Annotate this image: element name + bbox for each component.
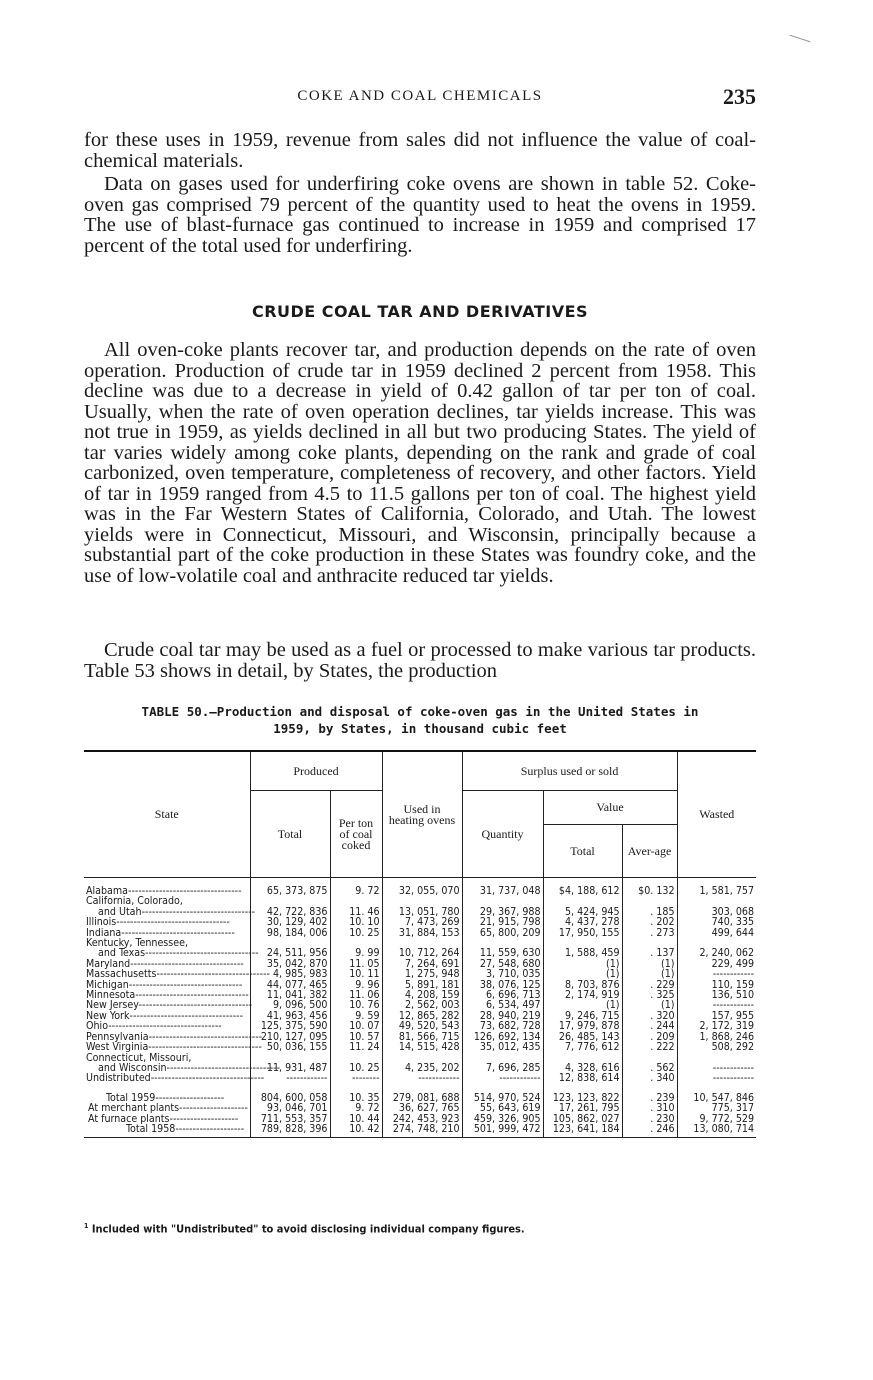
header-per-ton: Per ton of coal coked: [330, 791, 382, 878]
paragraph-tar-products: Crude coal tar may be used as a fuel or processed to make various tar products. Table 53 shows in detail, by States, the production: [84, 639, 756, 682]
table-caption: [84, 703, 756, 737]
value-cell: 2, 240, 062: [677, 948, 756, 958]
dot-leader: ---------------------------------: [145, 947, 259, 960]
value-cell: 11. 24: [330, 1042, 382, 1052]
value-cell: 98, 184, 006: [250, 928, 330, 938]
value-cell: 4, 208, 159: [382, 990, 462, 1000]
state-label: Maryland: [86, 957, 131, 970]
state-label: and Wisconsin: [98, 1061, 167, 1074]
state-label: and Utah: [98, 905, 142, 918]
value-cell: 136, 510: [677, 990, 756, 1000]
value-cell: . 320: [622, 1011, 677, 1021]
state-label: Undistributed: [86, 1072, 151, 1085]
dot-leader: ---------------------------------: [130, 957, 244, 970]
value-cell: 26, 485, 143: [543, 1032, 622, 1042]
value-cell: 125, 375, 590: [250, 1021, 330, 1031]
state-name: Connecticut, Missouri,: [86, 1051, 192, 1064]
value-cell: 32, 055, 070: [382, 886, 462, 896]
value-cell: 10. 25: [330, 928, 382, 938]
value-cell: . 246: [622, 1124, 677, 1138]
value-cell: . 230: [622, 1114, 677, 1124]
header-quantity: Quantity: [462, 791, 543, 878]
value-cell: 65, 373, 875: [250, 886, 330, 896]
value-cell: (1): [622, 969, 677, 979]
value-cell: 14, 515, 428: [382, 1042, 462, 1052]
value-cell: 11. 06: [330, 990, 382, 1000]
value-cell: 11, 559, 630: [462, 948, 543, 958]
value-cell: 4, 437, 278: [543, 917, 622, 927]
value-cell: 36, 627, 765: [382, 1103, 462, 1113]
value-cell: $4, 188, 612: [543, 886, 622, 896]
value-cell: 11. 46: [330, 907, 382, 917]
value-cell: 711, 553, 357: [250, 1114, 330, 1124]
state-label: New Jersey: [86, 999, 139, 1012]
value-cell: 1, 581, 757: [677, 886, 756, 896]
value-cell: 126, 692, 134: [462, 1032, 543, 1042]
value-cell: 11, 931, 487: [250, 1063, 330, 1073]
state-label: Michigan: [86, 978, 129, 991]
total-label-text: Total 1959: [106, 1091, 156, 1104]
dot-leader: --------------------: [175, 1122, 245, 1135]
value-cell: 10. 76: [330, 1000, 382, 1010]
value-cell: 8, 703, 876: [543, 980, 622, 990]
dot-leader: ---------------------------------: [129, 1009, 244, 1022]
value-cell: 93, 046, 701: [250, 1103, 330, 1113]
value-cell: 10. 07: [330, 1021, 382, 1031]
value-cell: . 273: [622, 928, 677, 938]
value-cell: ------------: [677, 1073, 756, 1083]
state-name: Kentucky, Tennessee,: [86, 937, 188, 950]
value-cell: 65, 800, 209: [462, 928, 543, 938]
value-cell: 24, 511, 956: [250, 948, 330, 958]
state-label: New York: [86, 1009, 130, 1022]
value-cell: 4, 328, 616: [543, 1063, 622, 1073]
paragraph-continuation: for these uses in 1959, revenue from sales did not influence the value of coal-chemical materials.: [84, 129, 756, 172]
value-cell: . 137: [622, 948, 677, 958]
value-cell: 11. 05: [330, 959, 382, 969]
value-cell: 740, 335: [677, 917, 756, 927]
value-cell: 501, 999, 472: [462, 1124, 543, 1138]
value-cell: 7, 473, 269: [382, 917, 462, 927]
running-head: COKE AND COAL CHEMICALS: [297, 88, 543, 104]
value-cell: ------------: [250, 1073, 330, 1083]
value-cell: 10. 11: [330, 969, 382, 979]
value-cell: 775, 317: [677, 1103, 756, 1113]
value-cell: 242, 453, 923: [382, 1114, 462, 1124]
total-row: [84, 1124, 756, 1138]
state-name: [84, 1041, 262, 1054]
value-cell: 30, 129, 402: [250, 917, 330, 927]
value-cell: 9, 096, 500: [250, 1000, 330, 1010]
value-cell: 31, 737, 048: [462, 886, 543, 896]
value-cell: 2, 174, 919: [543, 990, 622, 1000]
value-cell: 28, 940, 219: [462, 1011, 543, 1021]
value-cell: 81, 566, 715: [382, 1032, 462, 1042]
table-label: TABLE 50.: [141, 704, 210, 719]
paragraph-underfiring: Data on gases used for underfiring coke ovens are shown in table 52. Coke-oven gas comprised 79 percent of the quantity used to heat the ovens in 1959. The use of blast-furnace gas continued to increase in 1959 and comprised 17 percent of the total used for underfiring.: [84, 173, 756, 257]
dot-leader: ---------------------------------: [166, 1061, 281, 1074]
value-cell: 499, 644: [677, 928, 756, 938]
value-cell: 9, 246, 715: [543, 1011, 622, 1021]
header-average: Aver-age: [622, 825, 677, 878]
coke-oven-gas-table: [84, 750, 756, 1138]
value-cell: 514, 970, 524: [462, 1093, 543, 1103]
value-cell: 9. 72: [330, 886, 382, 896]
header-heating: Used in heating ovens: [382, 751, 462, 878]
state-label: Pennsylvania: [86, 1030, 149, 1043]
dot-leader: --------------------: [179, 1102, 248, 1115]
dot-leader: ---------------------------------: [116, 916, 230, 929]
value-cell: . 325: [622, 990, 677, 1000]
value-cell: 9, 772, 529: [677, 1114, 756, 1124]
value-cell: 7, 264, 691: [382, 959, 462, 969]
value-cell: 789, 828, 396: [250, 1124, 330, 1138]
value-cell: 7, 776, 612: [543, 1042, 622, 1052]
value-cell: . 229: [622, 980, 677, 990]
footnote-text: Included with "Undistributed" to avoid disclosing individual company figures.: [91, 1222, 525, 1236]
table-body: [84, 878, 756, 1138]
value-cell: 27, 548, 680: [462, 959, 543, 969]
header-surplus: Surplus used or sold: [462, 751, 677, 791]
dot-leader: ---------------------------------: [138, 999, 253, 1012]
value-cell: 1, 275, 948: [382, 969, 462, 979]
value-cell: 29, 367, 988: [462, 907, 543, 917]
value-cell: . 340: [622, 1073, 677, 1083]
value-cell: 229, 499: [677, 959, 756, 969]
value-cell: 274, 748, 210: [382, 1124, 462, 1138]
value-cell: 1, 588, 459: [543, 948, 622, 958]
dot-leader: ---------------------------------: [121, 926, 235, 939]
value-cell: 10, 712, 264: [382, 948, 462, 958]
state-name: [84, 1072, 265, 1085]
value-cell: 17, 261, 795: [543, 1103, 622, 1113]
value-cell: 7, 696, 285: [462, 1063, 543, 1073]
value-cell: 9. 96: [330, 980, 382, 990]
state-label: Ohio: [86, 1020, 109, 1033]
value-cell: 35, 012, 435: [462, 1042, 543, 1052]
value-cell: 17, 979, 878: [543, 1021, 622, 1031]
value-cell: 55, 643, 619: [462, 1103, 543, 1113]
value-cell: 31, 884, 153: [382, 928, 462, 938]
dot-leader: ---------------------------------: [128, 885, 242, 897]
value-cell: 4, 985, 983: [250, 969, 330, 979]
header-state: State: [84, 751, 250, 878]
value-cell: 10. 10: [330, 917, 382, 927]
value-cell: 9. 72: [330, 1103, 382, 1113]
total-label-text: At furnace plants: [88, 1112, 170, 1125]
value-cell: 123, 641, 184: [543, 1124, 622, 1138]
value-cell: 1, 868, 246: [677, 1032, 756, 1042]
dot-leader: ---------------------------------: [150, 1072, 265, 1085]
section-title: CRUDE COAL TAR AND DERIVATIVES: [251, 302, 589, 321]
footnote-mark: 1: [84, 1222, 89, 1230]
value-cell: (1): [622, 1000, 677, 1010]
table-row: [84, 1042, 756, 1052]
value-cell: 5, 424, 945: [543, 907, 622, 917]
state-label: West Virginia: [86, 1041, 149, 1054]
value-cell: 11, 041, 382: [250, 990, 330, 1000]
value-cell: 279, 081, 688: [382, 1093, 462, 1103]
dot-leader: ---------------------------------: [148, 1041, 262, 1054]
state-label: Minnesota: [86, 989, 136, 1002]
value-cell: . 185: [622, 907, 677, 917]
table-row: [84, 1073, 756, 1083]
state-label: Alabama: [86, 885, 129, 897]
value-cell: 2, 562, 003: [382, 1000, 462, 1010]
value-cell: 804, 600, 058: [250, 1093, 330, 1103]
dot-leader: ---------------------------------: [148, 1030, 263, 1043]
state-label: Illinois: [86, 916, 117, 929]
value-cell: (1): [543, 969, 622, 979]
value-cell: ------------: [677, 969, 756, 979]
value-cell: 123, 123, 822: [543, 1093, 622, 1103]
value-cell: 41, 963, 456: [250, 1011, 330, 1021]
scan-mark: [789, 35, 810, 43]
value-cell: 49, 520, 543: [382, 1021, 462, 1031]
value-cell: . 209: [622, 1032, 677, 1042]
value-cell: (1): [622, 959, 677, 969]
header-produced: Produced: [250, 751, 382, 791]
value-cell: 459, 326, 905: [462, 1114, 543, 1124]
value-cell: 4, 235, 202: [382, 1063, 462, 1073]
total-label: [84, 1124, 250, 1138]
state-label: and Texas: [98, 947, 146, 960]
value-cell: 10. 42: [330, 1124, 382, 1138]
value-cell: 6, 534, 497: [462, 1000, 543, 1010]
header-produced-total: Total: [250, 791, 330, 878]
value-cell: (1): [543, 1000, 622, 1010]
value-cell: . 310: [622, 1103, 677, 1113]
value-cell: . 562: [622, 1063, 677, 1073]
value-cell: ------------: [382, 1073, 462, 1083]
value-cell: 10. 35: [330, 1093, 382, 1103]
table-title-line1: —Production and disposal of coke-oven gas in the United States in: [209, 704, 699, 719]
value-cell: 9. 99: [330, 948, 382, 958]
value-cell: ------------: [677, 1000, 756, 1010]
value-cell: . 222: [622, 1042, 677, 1052]
value-cell: 2, 172, 319: [677, 1021, 756, 1031]
dot-leader: ---------------------------------: [128, 978, 243, 991]
state-label: Massachusetts: [86, 968, 157, 981]
page-header: [84, 84, 756, 112]
total-label-text: At merchant plants: [88, 1102, 180, 1115]
value-cell: 110, 159: [677, 980, 756, 990]
value-cell: ------------: [677, 1063, 756, 1073]
value-cell: 13, 051, 780: [382, 907, 462, 917]
value-cell: 105, 862, 027: [543, 1114, 622, 1124]
value-cell: 9. 59: [330, 1011, 382, 1021]
dot-leader: --------------------: [169, 1112, 239, 1125]
value-cell: 44, 077, 465: [250, 980, 330, 990]
value-cell: 12, 838, 614: [543, 1073, 622, 1083]
value-cell: --------: [330, 1073, 382, 1083]
value-cell: 17, 950, 155: [543, 928, 622, 938]
dot-leader: --------------------: [155, 1091, 225, 1104]
value-cell: (1): [543, 959, 622, 969]
value-cell: 38, 076, 125: [462, 980, 543, 990]
value-cell: . 202: [622, 917, 677, 927]
value-cell: 35, 042, 870: [250, 959, 330, 969]
value-cell: . 244: [622, 1021, 677, 1031]
value-cell: 10, 547, 846: [677, 1093, 756, 1103]
footnote: [84, 1222, 756, 1236]
page-number: 235: [723, 84, 756, 109]
dot-leader: ---------------------------------: [156, 968, 270, 981]
total-label-text: Total 1958: [126, 1122, 176, 1135]
dot-leader: ---------------------------------: [141, 905, 256, 918]
value-cell: 42, 722, 836: [250, 907, 330, 917]
value-cell: 10. 25: [330, 1063, 382, 1073]
value-cell: 73, 682, 728: [462, 1021, 543, 1031]
value-cell: 5, 891, 181: [382, 980, 462, 990]
value-cell: 3, 710, 035: [462, 969, 543, 979]
header-value: Value: [543, 791, 677, 825]
value-cell: 13, 080, 714: [677, 1124, 756, 1138]
value-cell: 12, 865, 282: [382, 1011, 462, 1021]
value-cell: 50, 036, 155: [250, 1042, 330, 1052]
value-cell: . 239: [622, 1093, 677, 1103]
value-cell: 10. 57: [330, 1032, 382, 1042]
dot-leader: ---------------------------------: [108, 1020, 222, 1033]
header-value-total: Total: [543, 825, 622, 878]
state-name: California, Colorado,: [86, 895, 183, 908]
value-cell: ------------: [462, 1073, 543, 1083]
header-wasted: Wasted: [677, 751, 756, 878]
value-cell: 303, 068: [677, 907, 756, 917]
paragraph-crude-tar: All oven-coke plants recover tar, and production depends on the rate of oven operation. Production of crude tar in 1959 declined 2 percent from 1958. This decline was due to a decrease in yield of 0.42 gallon of tar per ton of coal. Usually, when the rate of oven operation declines, tar yields increase. This was not true in 1959, as yields declined in all but two producing States. The yield of tar varies widely among coke plants, depending on the rank and grade of coal carbonized, oven temperature, completeness of recovery, and other factors. Yield of tar in 1959 ranged from 4.5 to 11.5 gallons per ton of coal. The highest yield was in the Far Western States of California, Colorado, and Utah. The lowest yields were in Connecticut, Missouri, and Wisconsin, principally because a substantial part of the coke production in these States was foundry coke, and the use of low-volatile coal and anthracite reduced tar yields.: [84, 339, 756, 587]
value-cell: 21, 915, 798: [462, 917, 543, 927]
state-label: Indiana: [86, 926, 122, 939]
value-cell: 210, 127, 095: [250, 1032, 330, 1042]
value-cell: 6, 696, 713: [462, 990, 543, 1000]
dot-leader: ---------------------------------: [135, 989, 249, 1002]
table-row: [84, 886, 756, 896]
value-cell: 508, 292: [677, 1042, 756, 1052]
value-cell: $0. 132: [622, 886, 677, 896]
value-cell: 157, 955: [677, 1011, 756, 1021]
table-title-line2: 1959, by States, in thousand cubic feet: [273, 721, 567, 736]
value-cell: 10. 44: [330, 1114, 382, 1124]
